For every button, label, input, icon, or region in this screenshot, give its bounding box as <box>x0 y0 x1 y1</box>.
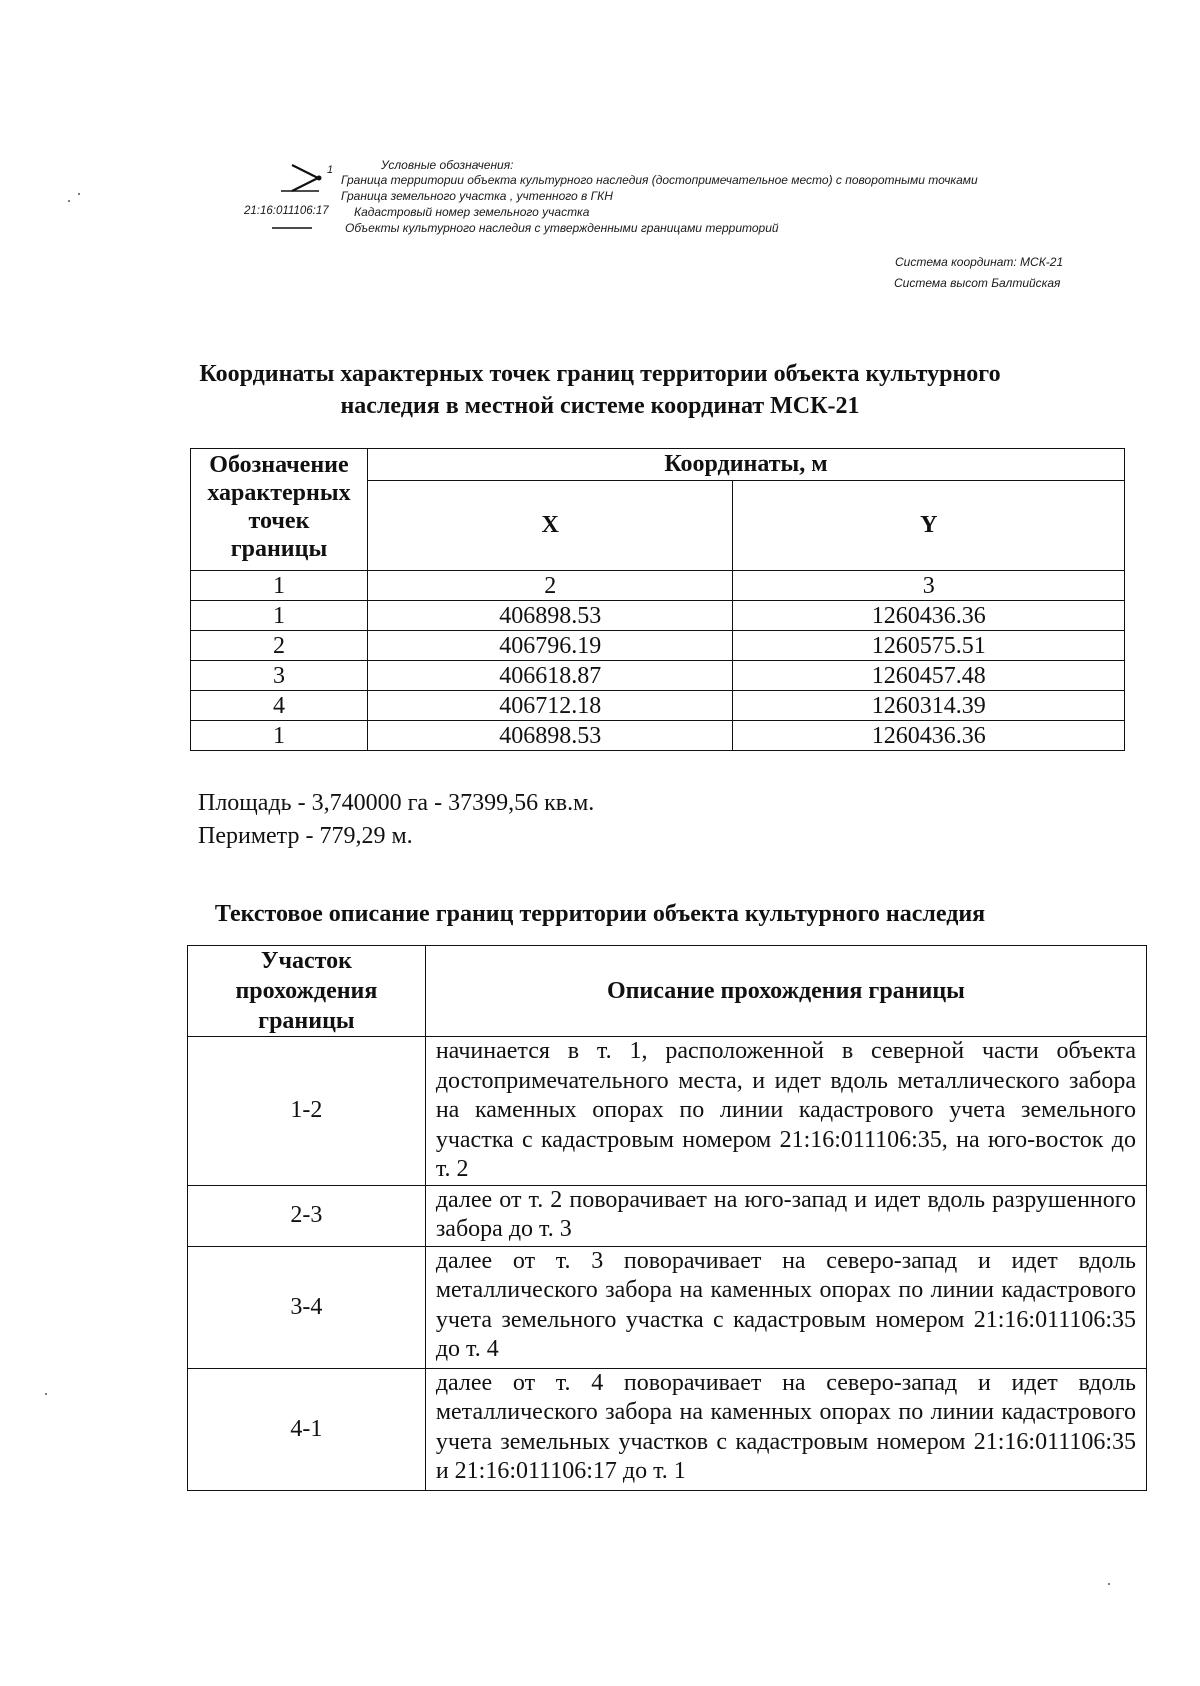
description-cell: далее от т. 4 поворачивает на северо-запад и идет вдоль металлического забора на каменных опорах по линии кадастрового учета земельных участков с кадастровым номером 21:16:011106:35 и 21:16:011106:17 до т. 1 <box>425 1368 1146 1490</box>
description-cell: далее от т. 3 поворачивает на северо-запад и идет вдоль металлического забора на каменных опорах по линии кадастрового учета земельного участка с кадастровым номером 21:16:011106:35 до т. 4 <box>425 1246 1146 1368</box>
segment-cell: 1-2 <box>188 1037 426 1186</box>
y-cell: 1260457.48 <box>733 661 1125 691</box>
legend-item-2-label: Граница земельного участка , учтенного в ГКН <box>341 189 613 203</box>
y-cell: 1260314.39 <box>733 691 1125 721</box>
height-system-label: Система высот Балтийская <box>894 276 1061 290</box>
description-cell: начинается в т. 1, расположенной в северной части объекта достопримечательного места, и идет вдоль металлического забора на каменных опорах по линии кадастрового учета земельного участка с кадастровым номером 21:16:011106:35, на юго-восток до т. 2 <box>425 1037 1146 1186</box>
table-row <box>188 1368 1147 1490</box>
table-row <box>188 1185 1147 1246</box>
point-cell: 1 <box>191 601 368 631</box>
y-cell: 1260436.36 <box>733 601 1125 631</box>
legend-item-1-symbol: 1 <box>327 164 334 176</box>
point-cell: 4 <box>191 691 368 721</box>
table-row <box>191 631 1125 661</box>
segment-cell: 2-3 <box>188 1185 426 1246</box>
x-cell: 406712.18 <box>367 691 733 721</box>
x-cell: 406618.87 <box>367 661 733 691</box>
x-column-header: X <box>367 481 733 571</box>
table-row <box>188 1037 1147 1186</box>
coords-title-line2: наследия в местной системе координат МСК-21 <box>340 393 860 419</box>
table-row <box>191 601 1125 631</box>
legend-heading: Условные обозначения: <box>381 158 514 172</box>
boundary-description-table <box>187 945 1147 1491</box>
coordinates-table <box>190 448 1125 751</box>
segment-cell: 3-4 <box>188 1246 426 1368</box>
heritage-boundary-line-icon <box>272 225 314 231</box>
y-cell: 1260436.36 <box>733 721 1125 751</box>
legend-item-3-symbol: 21:16:011106:17 <box>244 205 329 217</box>
y-cell: 1260575.51 <box>733 631 1125 661</box>
coords-title-line1: Координаты характерных точек границ территории объекта культурного <box>199 361 1001 387</box>
legend-item-1-label: Граница территории объекта культурного наследия (достопримечательное место) с поворотными точками <box>341 173 978 187</box>
segment-column-header: Участок прохождения границы <box>188 946 426 1037</box>
x-cell: 406898.53 <box>367 601 733 631</box>
scan-speck <box>68 200 70 202</box>
table-row <box>191 721 1125 751</box>
scan-speck <box>78 193 80 195</box>
scan-speck <box>1108 1583 1110 1585</box>
segment-cell: 4-1 <box>188 1368 426 1490</box>
column-number-row: 1 2 3 <box>191 571 1125 601</box>
perimeter-summary: Периметр - 779,29 м. <box>198 823 413 849</box>
point-cell: 3 <box>191 661 368 691</box>
legend-item-3-label: Кадастровый номер земельного участка <box>354 205 590 219</box>
x-cell: 406898.53 <box>367 721 733 751</box>
coordinates-group-header: Координаты, м <box>367 449 1124 481</box>
description-title: Текстовое описание границ территории объекта культурного наследия <box>214 901 986 927</box>
coordinate-system-label: Система координат: МСК-21 <box>895 255 1064 269</box>
scan-speck <box>45 1393 47 1395</box>
point-column-header: Обозначение характерных точек границы <box>191 449 368 571</box>
point-cell: 2 <box>191 631 368 661</box>
point-cell: 1 <box>191 721 368 751</box>
table-row <box>191 661 1125 691</box>
legend-item-4-label: Объекты культурного наследия с утвержденными границами территорий <box>345 221 779 235</box>
description-column-header: Описание прохождения границы <box>425 946 1146 1037</box>
table-row <box>188 1246 1147 1368</box>
x-cell: 406796.19 <box>367 631 733 661</box>
description-cell: далее от т. 2 поворачивает на юго-запад и идет вдоль разрушенного забора до т. 3 <box>425 1185 1146 1246</box>
land-plot-line-icon <box>281 188 321 194</box>
table-row <box>191 691 1125 721</box>
area-summary: Площадь - 3,740000 га - 37399,56 кв.м. <box>198 790 595 816</box>
y-column-header: Y <box>733 481 1125 571</box>
